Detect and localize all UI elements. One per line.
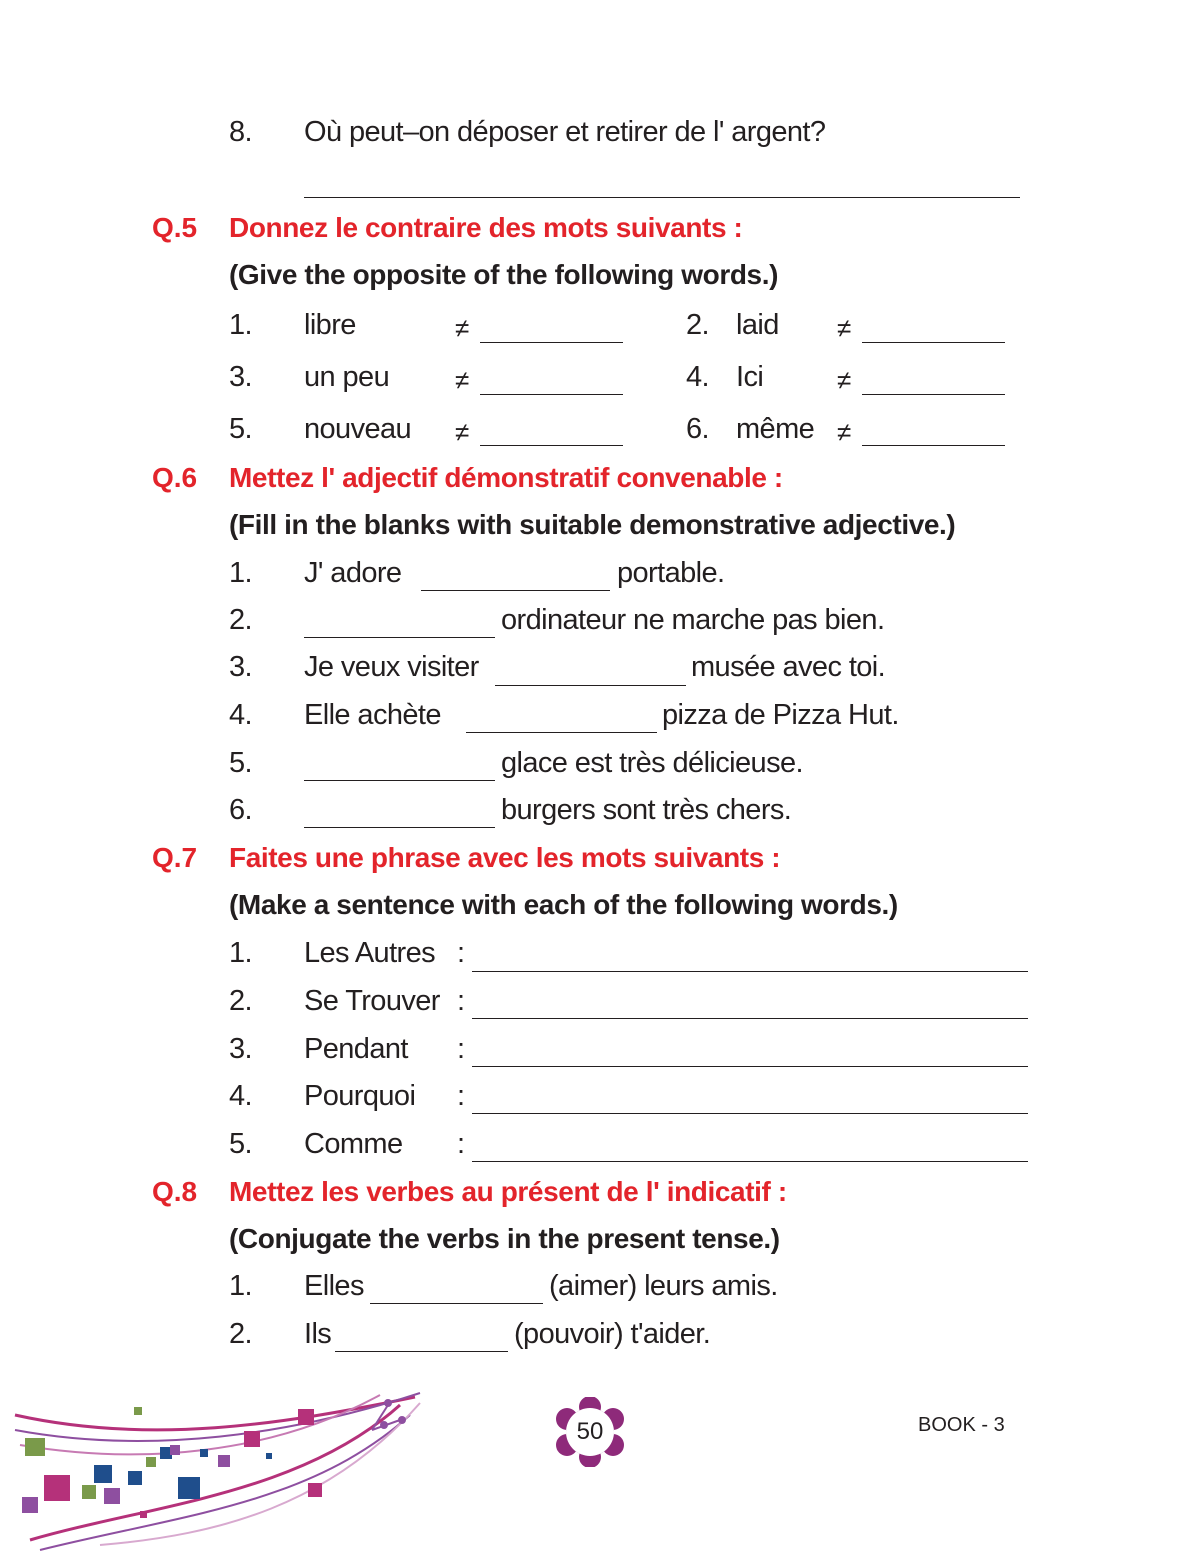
q5-answer-line[interactable] bbox=[862, 445, 1005, 446]
not-equal-sign: ≠ bbox=[837, 365, 852, 395]
q6-item-text-before: Elle achète bbox=[304, 699, 441, 731]
colon: : bbox=[457, 1033, 465, 1065]
q4-item8-question: Où peut–on déposer et retirer de l' argent? bbox=[304, 116, 826, 148]
q7-item-number: 2. bbox=[229, 985, 252, 1017]
q6-blank-line[interactable] bbox=[495, 685, 686, 686]
q8-item-number: 2. bbox=[229, 1318, 252, 1350]
q7-item-number: 5. bbox=[229, 1128, 252, 1160]
q7-sentence-line[interactable] bbox=[472, 1113, 1028, 1114]
q7-item-word: Pendant bbox=[304, 1033, 408, 1065]
q7-sentence-line[interactable] bbox=[472, 1161, 1028, 1162]
not-equal-sign: ≠ bbox=[455, 365, 470, 395]
q6-item-text-before: J' adore bbox=[304, 557, 402, 589]
q6-blank-line[interactable] bbox=[466, 732, 657, 733]
q5-answer-line[interactable] bbox=[862, 394, 1005, 395]
q6-title: Mettez l' adjectif démonstratif convenable : bbox=[229, 462, 783, 493]
q5-item-word: même bbox=[736, 413, 815, 445]
q7-sentence-line[interactable] bbox=[472, 1066, 1028, 1067]
deco-square bbox=[44, 1475, 70, 1501]
q7-sentence-line[interactable] bbox=[472, 1018, 1028, 1019]
q7-item-word: Pourquoi bbox=[304, 1080, 416, 1112]
q6-item-text-after: burgers sont très chers. bbox=[501, 794, 792, 826]
q7-item-number: 3. bbox=[229, 1033, 252, 1065]
book-label: BOOK - 3 bbox=[918, 1414, 1005, 1436]
q6-subtitle: (Fill in the blanks with suitable demonstrative adjective.) bbox=[229, 509, 956, 540]
not-equal-sign: ≠ bbox=[837, 417, 852, 447]
q6-blank-line[interactable] bbox=[421, 590, 610, 591]
deco-square bbox=[128, 1471, 142, 1485]
deco-square bbox=[146, 1457, 156, 1467]
q7-item-word: Les Autres bbox=[304, 937, 436, 969]
q6-item-number: 6. bbox=[229, 794, 252, 826]
q7-subtitle: (Make a sentence with each of the following words.) bbox=[229, 889, 898, 920]
q5-item-number: 1. bbox=[229, 309, 252, 341]
q6-blank-line[interactable] bbox=[304, 827, 495, 828]
q6-item-number: 4. bbox=[229, 699, 252, 731]
q6-item-text-before: Je veux visiter bbox=[304, 651, 479, 683]
not-equal-sign: ≠ bbox=[455, 417, 470, 447]
colon: : bbox=[457, 1080, 465, 1112]
q5-subtitle: (Give the opposite of the following words.) bbox=[229, 259, 779, 290]
deco-square bbox=[308, 1483, 322, 1497]
q7-sentence-line[interactable] bbox=[472, 971, 1028, 972]
deco-square bbox=[266, 1453, 272, 1459]
deco-square bbox=[25, 1438, 45, 1456]
swoosh-curve bbox=[15, 1397, 415, 1430]
q8-title: Mettez les verbes au présent de l' indicatif : bbox=[229, 1176, 787, 1207]
q5-item-number: 2. bbox=[686, 309, 709, 341]
q6-blank-line[interactable] bbox=[304, 637, 495, 638]
q6-item-text-after: ordinateur ne marche pas bien. bbox=[501, 604, 885, 636]
deco-square bbox=[82, 1485, 96, 1499]
swoosh-curve bbox=[15, 1393, 420, 1441]
q5-item-word: libre bbox=[304, 309, 356, 341]
q5-number: Q.5 bbox=[152, 212, 198, 243]
q5-item-word: laid bbox=[736, 309, 779, 341]
q6-item-text-after: pizza de Pizza Hut. bbox=[662, 699, 899, 731]
deco-square bbox=[22, 1497, 38, 1513]
deco-square bbox=[218, 1455, 230, 1467]
deco-square bbox=[140, 1511, 147, 1518]
q6-item-number: 2. bbox=[229, 604, 252, 636]
q8-item-subject: Ils bbox=[304, 1318, 332, 1350]
q5-item-number: 6. bbox=[686, 413, 709, 445]
q6-item-text-after: musée avec toi. bbox=[691, 651, 886, 683]
q5-item-number: 3. bbox=[229, 361, 252, 393]
deco-square bbox=[94, 1465, 112, 1483]
q6-item-number: 5. bbox=[229, 747, 252, 779]
q6-blank-line[interactable] bbox=[304, 780, 495, 781]
q8-verb-blank[interactable] bbox=[370, 1303, 543, 1304]
q8-subtitle: (Conjugate the verbs in the present tense.) bbox=[229, 1223, 780, 1254]
deco-square bbox=[178, 1477, 200, 1499]
not-equal-sign: ≠ bbox=[837, 313, 852, 343]
q8-item-subject: Elles bbox=[304, 1270, 364, 1302]
deco-square bbox=[200, 1449, 208, 1457]
q5-answer-line[interactable] bbox=[480, 394, 623, 395]
q7-item-number: 4. bbox=[229, 1080, 252, 1112]
q6-number: Q.6 bbox=[152, 462, 198, 493]
q5-item-number: 5. bbox=[229, 413, 252, 445]
q8-item-number: 1. bbox=[229, 1270, 252, 1302]
q5-item-word: nouveau bbox=[304, 413, 412, 445]
q7-number: Q.7 bbox=[152, 842, 198, 873]
q7-title: Faites une phrase avec les mots suivants : bbox=[229, 842, 781, 873]
q8-item-verb-hint: (aimer) leurs amis. bbox=[549, 1270, 778, 1302]
deco-square bbox=[170, 1445, 180, 1455]
q5-answer-line[interactable] bbox=[480, 445, 623, 446]
q8-verb-blank[interactable] bbox=[335, 1351, 508, 1352]
not-equal-sign: ≠ bbox=[455, 313, 470, 343]
colon: : bbox=[457, 985, 465, 1017]
q7-item-word: Se Trouver bbox=[304, 985, 440, 1017]
q5-item-word: un peu bbox=[304, 361, 390, 393]
colon: : bbox=[457, 1128, 465, 1160]
q8-item-verb-hint: (pouvoir) t'aider. bbox=[514, 1318, 711, 1350]
deco-square bbox=[298, 1409, 314, 1425]
deco-square bbox=[104, 1488, 120, 1504]
colon: : bbox=[457, 937, 465, 969]
page-number: 50 bbox=[576, 1418, 604, 1445]
q7-item-word: Comme bbox=[304, 1128, 403, 1160]
q5-item-word: Ici bbox=[736, 361, 764, 393]
q5-answer-line[interactable] bbox=[480, 342, 623, 343]
q5-item-number: 4. bbox=[686, 361, 709, 393]
q6-item-text-after: glace est très délicieuse. bbox=[501, 747, 803, 779]
deco-square bbox=[134, 1407, 142, 1415]
deco-square bbox=[244, 1431, 260, 1447]
footer-decoration bbox=[0, 1385, 430, 1555]
q4-item8-answer-line[interactable] bbox=[304, 197, 1020, 198]
q6-item-number: 1. bbox=[229, 557, 252, 589]
q8-number: Q.8 bbox=[152, 1176, 198, 1207]
q4-item8-number: 8. bbox=[229, 116, 252, 148]
q5-title: Donnez le contraire des mots suivants : bbox=[229, 212, 743, 243]
q7-item-number: 1. bbox=[229, 937, 252, 969]
q6-item-text-after: portable. bbox=[617, 557, 725, 589]
q5-answer-line[interactable] bbox=[862, 342, 1005, 343]
q6-item-number: 3. bbox=[229, 651, 252, 683]
